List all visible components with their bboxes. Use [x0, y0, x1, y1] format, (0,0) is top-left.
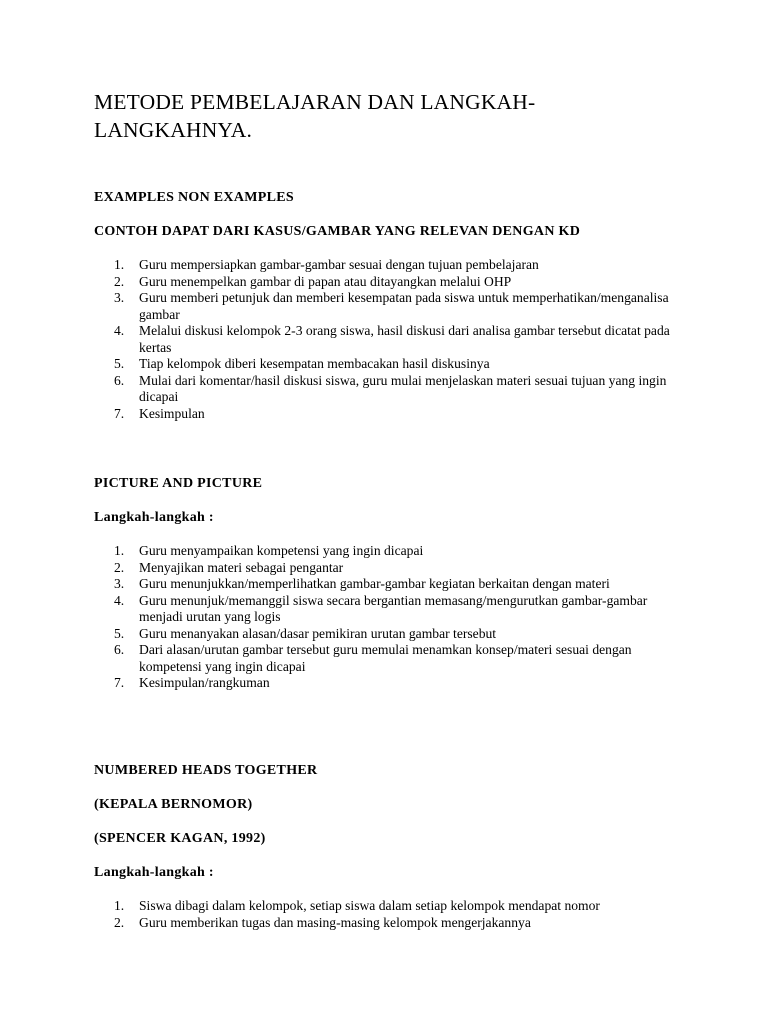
list-item: 1. Guru menyampaikan kompetensi yang ingin dicapai	[114, 543, 424, 558]
section-subheading-spencer: (SPENCER KAGAN, 1992)	[94, 831, 266, 846]
section-subheading-langkah: Langkah-langkah :	[94, 510, 214, 525]
list-item: 4. Guru menunjuk/memanggil siswa secara bergantian memasang/mengurutkan gambar-gambar menjadi urutan yang logis	[114, 592, 648, 624]
section-subheading-kepala: (KEPALA BERNOMOR)	[94, 797, 253, 812]
steps-list-examples	[94, 257, 694, 422]
list-item: 2. Menyajikan materi sebagai pengantar	[114, 559, 344, 575]
section-heading-examples-non-examples: EXAMPLES NON EXAMPLES	[94, 190, 294, 205]
steps-list-picture	[94, 543, 694, 692]
list-item: 1. Guru mempersiapkan gambar-gambar sesuai dengan tujuan pembelajaran	[114, 257, 539, 272]
document-title: METODE PEMBELAJARAN DAN LANGKAH-LANGKAHNYA.	[94, 90, 536, 142]
list-item: 7. Kesimpulan/rangkuman	[114, 675, 270, 690]
list-item: 6. Dari alasan/urutan gambar tersebut guru memulai menamkan konsep/materi sesuai dengan kompetensi yang ingin dicapai	[114, 642, 632, 674]
section-subheading-contoh: CONTOH DAPAT DARI KASUS/GAMBAR YANG RELEVAN DENGAN KD	[94, 224, 581, 239]
list-item: 7. Kesimpulan	[114, 405, 205, 421]
list-item: 5. Guru menanyakan alasan/dasar pemikiran urutan gambar tersebut	[114, 625, 497, 641]
list-item: 2. Guru menempelkan gambar di papan atau ditayangkan melalui OHP	[114, 273, 512, 289]
list-item: 3. Guru memberi petunjuk dan memberi kesempatan pada siswa untuk memperhatikan/menganalisa gambar	[114, 290, 669, 322]
list-item: 6. Mulai dari komentar/hasil diskusi siswa, guru mulai menjelaskan materi sesuai tujuan yang ingin dicapai	[114, 372, 667, 404]
section-heading-numbered-heads: NUMBERED HEADS TOGETHER	[94, 763, 318, 778]
list-item: 4. Melalui diskusi kelompok 2-3 orang siswa, hasil diskusi dari analisa gambar tersebut dicatat pada kertas	[114, 323, 670, 355]
section-heading-picture-and-picture: PICTURE AND PICTURE	[94, 476, 263, 491]
list-item: 1. Siswa dibagi dalam kelompok, setiap siswa dalam setiap kelompok mendapat nomor	[114, 898, 600, 913]
list-item: 2. Guru memberikan tugas dan masing-masing kelompok mengerjakannya	[114, 914, 531, 930]
section-subheading-langkah-2: Langkah-langkah :	[94, 865, 214, 880]
steps-list-numbered-heads	[94, 898, 694, 931]
list-item: 3. Guru menunjukkan/memperlihatkan gambar-gambar kegiatan berkaitan dengan materi	[114, 576, 610, 591]
list-item: 5. Tiap kelompok diberi kesempatan membacakan hasil diskusinya	[114, 356, 490, 371]
